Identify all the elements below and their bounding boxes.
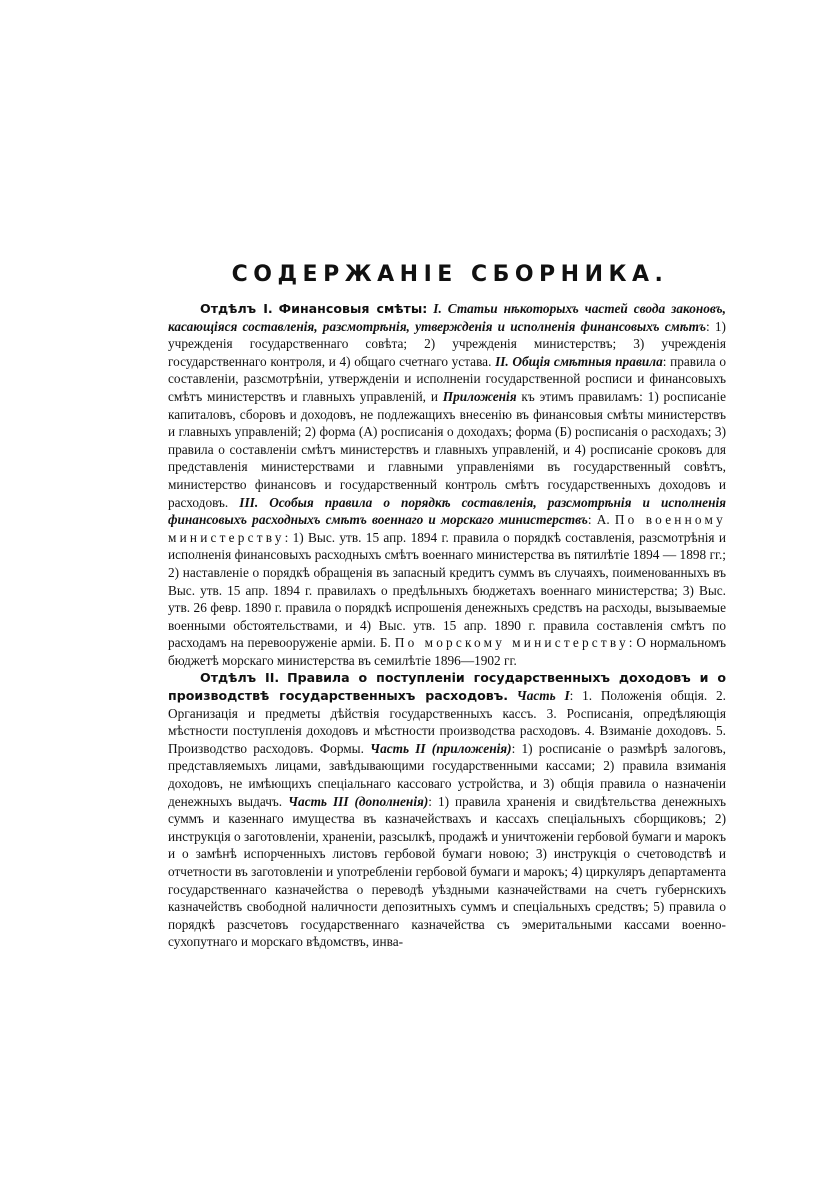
- section-1-text-4: : А.: [587, 512, 615, 528]
- section-1-part-1-title: I. Статьи нѣкоторыхъ частей свода законовъ, касающіяся составленія, разсмотрѣнія, утвержденія и исполненія финансовыхъ смѣтъ: [168, 301, 726, 334]
- section-2-text-1: : 1. Положенія общія. 2. Организація и предметы дѣйствія государственныхъ кассъ. 3. Росписанія, опредѣляющія мѣстности поступленія доходовъ и мѣстности производства расходовъ. 4. Взиманіе доходовъ. 5. Производство расходовъ. Формы.: [168, 688, 726, 756]
- section-1-label: Финансовыя смѣты:: [278, 301, 428, 316]
- section-2-part-2-label: Часть II (приложенія): [370, 740, 512, 756]
- section-2-label: Правила о поступленіи государственныхъ доходовъ и о производствѣ государственныхъ расходовъ.: [168, 670, 726, 704]
- table-of-contents-text: [168, 300, 726, 951]
- section-1-part-3-title: III. Особыя правила о порядкѣ составленія, разсмотрѣнія и исполненія финансовыхъ расходныхъ смѣтъ военнаго и морскаго министерствъ: [168, 494, 726, 528]
- page-title: СОДЕРЖАНІЕ СБОРНИКА.: [231, 262, 669, 287]
- section-2-space: [508, 688, 517, 703]
- section-2-text-3: : 1) правила храненія и свидѣтельства денежныхъ суммъ и казеннаго имущества въ казначействахъ и кассахъ спеціальныхъ сборщиковъ; 2) инструкція о заготовленіи, храненіи, разсылкѣ, продажѣ и уничтоженіи гербовой бумаги и марокъ и о замѣнѣ испорченныхъ листовъ гербовой бумаги новою; 3) инструкція о счетоводствѣ и отчетности въ заготовленіи и употребленіи гербовой бумаги и марокъ; 4) циркуляръ департамента государственнаго казначейства о переводѣ уѣздными казначействами на счетъ губернскихъ казначействъ свободной наличности депозитныхъ суммъ и спеціальныхъ средствъ; 5) правила о порядкѣ разсчетовъ государственнаго казначейства съ эмеритальными кассами военно-сухопутнаго и морскаго вѣдомствъ, инва-: [168, 793, 726, 950]
- section-2-part-3-label: Часть III (дополненія): [288, 793, 429, 809]
- naval-ministry-heading: По морскому министерству: [394, 635, 629, 651]
- military-ministry-heading: По военному министерству: [168, 512, 726, 545]
- section-2-text-2: : 1) росписаніе о размѣрѣ залоговъ, представляемыхъ лицами, завѣдывающими государственными кассами; 2) правила взиманія доходовъ, не имѣющихъ спеціальнаго кассоваго устройства, и 3) общія правила о назначеніи денежныхъ выдачъ.: [168, 740, 726, 809]
- section-1-text-1: : 1) учрежденія государственнаго совѣта; 2) учрежденія министерствъ; 3) учрежденія государственнаго контроля, и 4) общаго счетнаго устава.: [168, 318, 726, 369]
- section-1-appendix-title: Приложенія: [442, 388, 517, 404]
- section-1-paragraph: [168, 300, 726, 669]
- section-2-heading: Отдѣлъ II.: [200, 670, 280, 686]
- section-1-heading: Отдѣлъ I.: [200, 301, 273, 316]
- section-1-text-2: : правила о составленіи, разсмотрѣніи, утвержденіи и исполненіи государственной росписи и финансовыхъ смѣтъ министерствъ и главныхъ управленій, и: [168, 353, 727, 404]
- section-1-text-3: къ этимъ правиламъ: 1) росписаніе капиталовъ, сборовъ и доходовъ, не подлежащихъ внесенію въ финансовыя смѣты министерствъ и главныхъ управленій; 2) форма (А) росписанія о доходахъ; форма (Б) росписанія о расходахъ; 3) правила о составленіи смѣтъ министерствъ и главныхъ управленій, и 4) росписаніе сроковъ для представленія министерствами и главными управленіями въ государственный совѣтъ, министерство финансовъ и государственный контроль смѣтъ государственныхъ доходовъ и расходовъ.: [168, 388, 727, 510]
- section-1-part-2-title: II. Общія смѣтныя правила: [495, 353, 663, 369]
- section-1-text-5: : 1) Выс. утв. 15 апр. 1894 г. правила о порядкѣ составленія, разсмотрѣнія и исполненія финансовыхъ расходныхъ смѣтъ военнаго министерства въ пятилѣтіе 1894 — 1898 гг.; 2) наставленіе о порядкѣ обращенія въ запасный кредитъ суммъ въ случаяхъ, поименованныхъ въ Выс. утв. 15 апр. 1894 г. правилахъ о предѣльныхъ бюджетахъ военнаго министерства; 3) Выс. утв. 26 февр. 1890 г. правила о порядкѣ испрошенія денежныхъ средствъ на расходы, вызываемые военными обстоятельствами, и 4) Выс. утв. 15 апр. 1890 г. правила составленія смѣтъ по расходамъ на перевооруженіе арміи. Б.: [168, 529, 726, 651]
- section-1-text-6: : О нормальномъ бюджетѣ морскаго министерства въ семилѣтіе 1896—1902 гг.: [168, 635, 727, 668]
- section-2-part-1-label: Часть I: [516, 688, 570, 704]
- section-2-paragraph: [168, 669, 726, 951]
